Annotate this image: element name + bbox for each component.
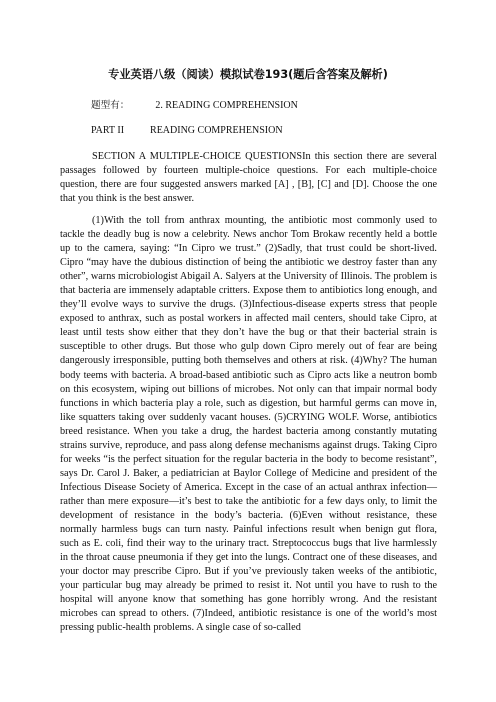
question-type-line <box>91 97 298 111</box>
question-type-value: 2. READING COMPREHENSION <box>155 100 298 111</box>
section-instructions: SECTION A MULTIPLE-CHOICE QUESTIONSIn this section there are several passages followed by fourteen multiple-choice questions. For each multiple-choice question, there are four suggested answers marked [A] , [B], [C] and [D]. Choose the one that you think is the best answer. <box>60 151 437 205</box>
part-heading <box>91 125 283 136</box>
question-type-label: 题型有： <box>91 100 130 111</box>
part-label: PART II <box>91 125 125 136</box>
part-value: READING COMPREHENSION <box>150 125 283 136</box>
page-title: 专业英语八级（阅读）模拟试卷193(题后含答案及解析) <box>108 68 388 81</box>
reading-passage: (1)With the toll from anthrax mounting, the antibiotic most commonly used to tackle the deadly bug is now a celebrity. News anchor Tom Brokaw recently held a bottle up to the camera, saying: “In Cipro we trust.” (2)Sadly, that trust could be short-lived. Cipro “may have the dubious distinction of being the antibiotic we destroy faster than any other”, warns microbiologist Abigail A. Salyers at the University of Illinois. The problem is that bacteria are immensely adaptable critters. Expose them to antibiotics long enough, and they’ll evolve ways to survive the drugs. (3)Infectious-disease experts stress that people exposed to anthrax, such as postal workers in affected mail centers, should take Cipro, at least until tests show either that they don’t have the bug or that their bacterial strain is susceptible to other drugs. But those who gulp down Cipro merely out of fear are being dangerously irresponsible, putting both themselves and others at risk. (4)Why? The human body teems with bacteria. A broad-based antibiotic such as Cipro acts like a neutron bomb on this ecosystem, wiping out billions of microbes. Not only can that impair normal body functions in which bacteria play a role, such as digestion, but harmful germs can move in, like squatters taking over suddenly vacant houses. (5)CRYING WOLF. Worse, antibiotics breed resistance. When you take a drug, the hardest bacteria among constantly mutating strains survive, reproduce, and pass along defense mechanisms against drugs. Taking Cipro for weeks “is the perfect situation for the regular bacteria in the body to become resistant”, says Dr. Carol J. Baker, a pediatrician at Baylor College of Medicine and president of the Infectious Disease Society of America. Except in the case of an actual anthrax infection—rather than mere exposure—it’s best to take the antibiotic for a few days only, to limit the development of resistance in the body’s bacteria. (6)Even without resistance, these normally harmless bugs can turn nasty. Painful infections result when benign gut flora, such as E. coli, find their way to the urinary tract. Streptococcus bugs that live harmlessly in the throat cause pneumonia if they get into the lungs. Contract one of these diseases, and your doctor may prescribe Cipro. But if you’ve previously taken weeks of the antibiotic, your particular bug may already be primed to resist it. Not until you have to rush to the hospital will anyone know that something has gone horribly wrong. And the resistant microbes can spread to others. (7)Indeed, antibiotic resistance is one of the world’s most pressing public-health problems. A single case of so-called <box>60 215 437 634</box>
